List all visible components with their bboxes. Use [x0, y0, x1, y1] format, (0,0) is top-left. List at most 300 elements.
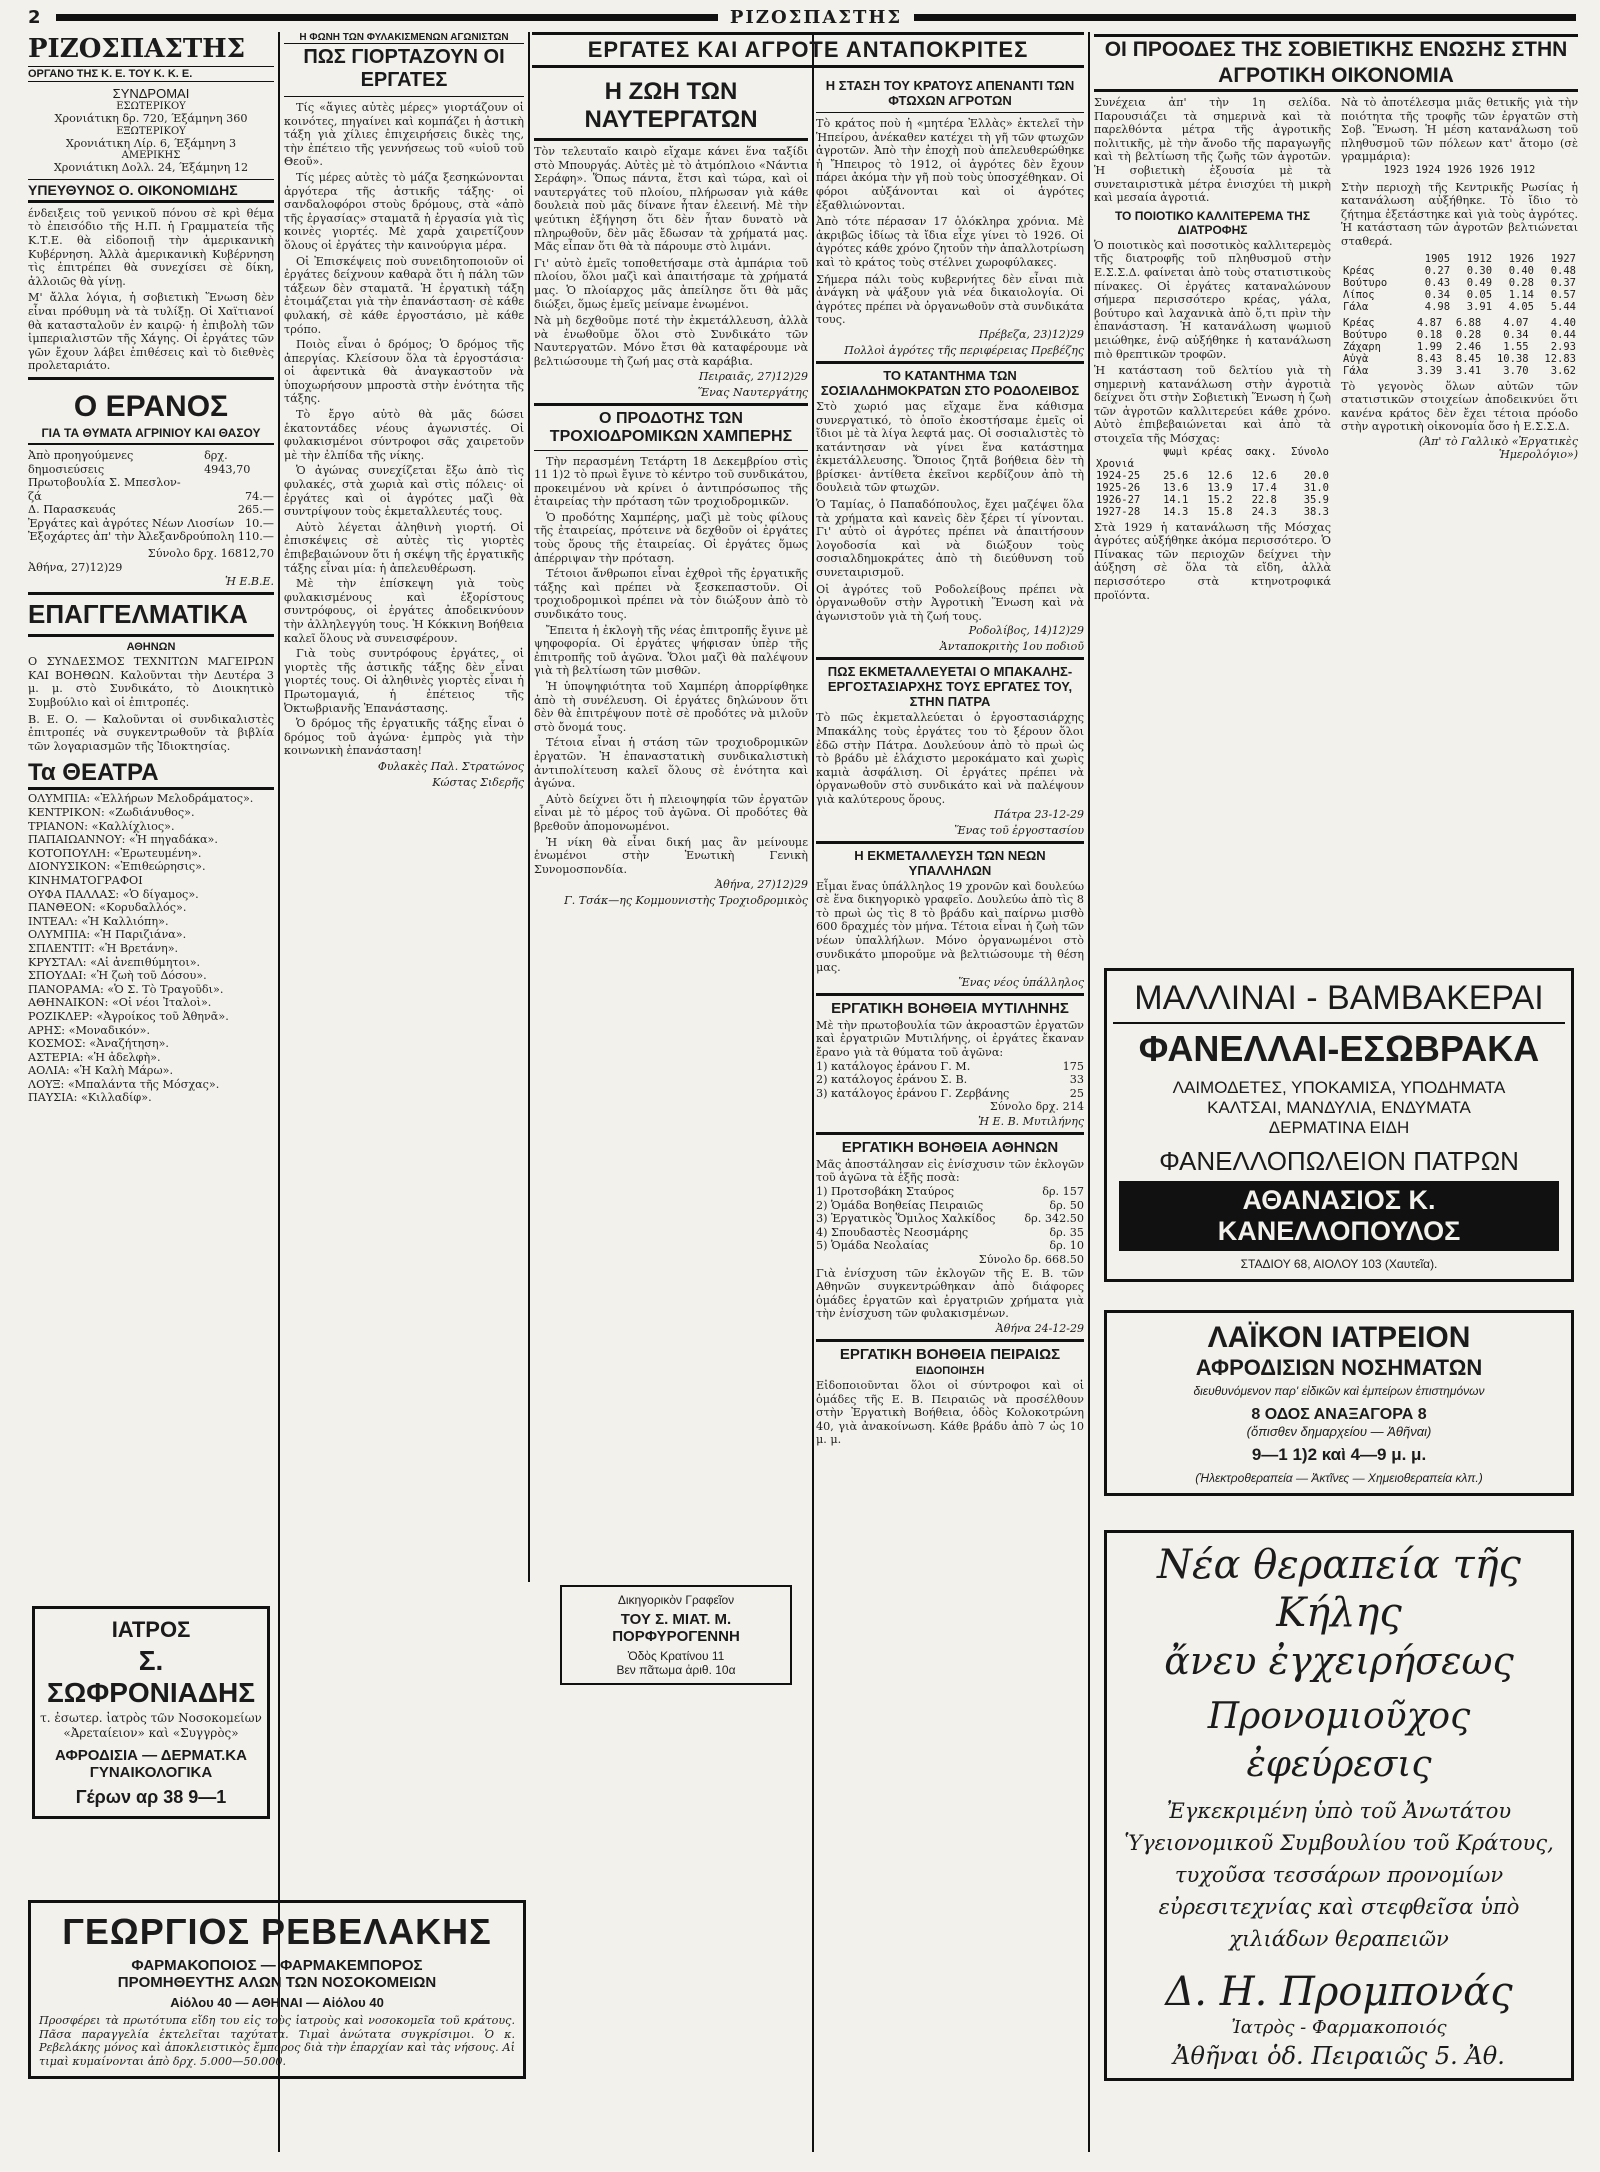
rodoleivos-text-3: Οἱ ἀγρότες τοῦ Ροδολείβους πρέπει νὰ ὀργανωθοῦν στὴν Ἀγροτικὴ Ἕνωση καὶ νὰ ἀγωνιστοῦν γιὰ τὴ ζωή τους. [816, 582, 1084, 623]
column-1 [28, 32, 274, 1582]
piraeus-aid-title: ΕΡΓΑΤΙΚΗ ΒΟΗΘΕΙΑ ΠΕΙΡΑΙΩΣ [839, 1346, 1061, 1363]
theatre-listing: ΚΙΝΗΜΑΤΟΓΡΑΦΟΙ [28, 873, 143, 887]
soviet-table-2-cell: 0.43 [1424, 276, 1451, 289]
soviet-table-2-cell: 0.27 [1424, 264, 1451, 277]
soviet-table-2-cell: Κρέας [1343, 264, 1375, 277]
soviet-table-1-cell [1154, 458, 1190, 470]
theatre-listing: ΤΡΙΑΝΟΝ: «Καλλίχλιος». [28, 819, 175, 833]
column-2 [284, 32, 524, 1592]
soviet-table-3-cell: Κρέας [1343, 316, 1375, 329]
doctor-ad-specialty: ΑΦΡΟΔΙΣΙΑ — ΔΕΡΜΑΤ.ΚΑ ΓΥΝΑΙΚΟΛΟΓΙΚΑ [55, 1747, 247, 1781]
soviet-table-3-cell: 3.70 [1503, 364, 1529, 377]
rodoleivos-sign-2: Ἀνταποκριτὴς 1ου ποδιοῦ [939, 640, 1084, 654]
wool-ad-line-1: ΜΑΛΛΙΝΑΙ - ΒΑΜΒΑΚΕΡΑΙ [1113, 979, 1565, 1024]
soviet-text-c: Ὁ ποιοτικὸς καὶ ποσοτικὸς καλλιτερεμὸς τῆς διατροφῆς τοῦ πληθυσμοῦ στὴν Ε.Σ.Σ.Δ. φαίνεται ἀπὸ τοὺς στατιστικοὺς πίνακες. Οἱ ἐργάτες καταναλώνουν σήμερα περισσότερο κρέας, γάλα, βούτυρο καὶ λαχανικὰ ἀπὸ ὅ,τι πρὶν τὴν ἐπανάσταση. Ἡ κατανάλωση ψωμιοῦ μειώθηκε, ἐνῷ αὐξήθηκε ἡ κατανάλωση πιὸ θρεπτικῶν τροφῶν. [1094, 238, 1331, 361]
athens-aid-row-label: 5) Ὁμάδα Νεολαίας [816, 1239, 929, 1253]
young-title: Η ΕΚΜΕΤΑΛΛΕΥΣΗ ΤΩΝ ΝΕΩΝ ΥΠΑΛΛΗΛΩΝ [854, 847, 1046, 878]
soviet-table-3-cell: 4.07 [1503, 316, 1529, 329]
soviet-text-e: Ἡ κατάσταση τοῦ δελτίου γιὰ τὴ σημερινὴ κατανάλωση στὴν ἀγροτιὰ δείχνει ὅτι στὴν Σοβιετικὴ Ἕνωση ἡ ζωὴ τῶν ἀγροτῶν καλλιτερεύει κάθε χρόνο. Αὐτὸ ἐπιβεβαιώνεται καὶ ἀπὸ τὰ στοιχεῖα τῆς Μόσχας: [1094, 364, 1331, 446]
piraeus-aid-text: Εἰδοποιοῦνται ὅλοι οἱ σύντροφοι καὶ οἱ ὁμάδες τῆς Ε. Β. Πειραιῶς νὰ προσέλθουν στὴν Ἐργατικὴ Βοήθεια, ὁδὸς Κολοκοτρώνη 40, γιὰ ἀνακοίνωση. Κάθε βράδυ ἀπὸ 7 ὡς 10 μ. μ. [816, 1379, 1084, 1447]
soviet-table-2-cell: Λίπος [1343, 288, 1375, 301]
theatre-listing: ΑΡΗΣ: «Μοναδικόν». [28, 1023, 151, 1037]
clinic-ad-subtitle: ΑΦΡΟΔΙΣΙΩΝ ΝΟΣΗΜΑΤΩΝ [1195, 1355, 1483, 1380]
soviet-table-2-cell: 4.98 [1424, 300, 1451, 313]
theatre-listing: ΠΑΝΟΡΑΜΑ: «Ὁ Σ. Τὸ Τραγοῦδι». [28, 982, 224, 996]
lawyer-ad-hours: Βεν πᾶτωμα ἀριθ. 10α [616, 1663, 736, 1677]
prisoners-paragraph: Οἱ Ἐπισκέψεις ποὺ συνειδητοποιοῦν οἱ ἐργάτες δείχνουν καθαρὰ ὅτι ἡ πάλη τῶν τάξεων δὲν σταματᾶ. Ἡ ἐργατικὴ τάξη ἐτοιμάζεται γιὰ τὴν ἐπανάσταση· σὲ κάθε φυλακή, σὲ κάθε ἐργοστάσιο, μὲ κάθε τρόπο. [284, 254, 524, 336]
soviet-title: ΟΙ ΠΡΟΟΔΕΣ ΤΗΣ ΣΟΒΙΕΤΙΚΗΣ ΕΝΩΣΗΣ ΣΤΗΝ ΑΓΡΟΤΙΚΗ ΟΙΚΟΝΟΜΙΑ [1094, 34, 1578, 92]
soviet-table-1-cell: 1924-25 [1096, 469, 1141, 482]
soviet-table-2-cell: 0.30 [1466, 264, 1493, 277]
athens-aid-row-label: 2) Ὁμάδα Βοηθείας Πειραιῶς [816, 1198, 984, 1212]
athens-aid-row [816, 1199, 1084, 1213]
soviet-table-2-cell: 5.44 [1550, 300, 1576, 313]
mytilene-title: ΕΡΓΑΤΙΚΗ ΒΟΗΘΕΙΑ ΜΥΤΙΛΗΝΗΣ [831, 999, 1069, 1017]
divider [28, 592, 274, 595]
soviet-table-1-cell: 25.6 [1163, 469, 1189, 482]
theatre-listing: ΚΟΤΟΠΟΥΛΗ: «Ἐρωτευμένη». [28, 846, 202, 860]
soviet-text-f: Στὰ 1929 ἡ κατανάλωση τῆς Μόσχας ἀγρότες αὐξήθηκε ἀκόμα περισσότερο. Ὁ Πίνακας τῶν περιοχῶν δείχνει τὴν ἀύξηση σὲ ὅλα τὰ εἴδη, ἀλλὰ περισσότερο στὰ κτηνοτροφικά προϊόντα. [1094, 520, 1331, 602]
athens-aid-total: Σύνολο δρ. 668.50 [978, 1253, 1084, 1267]
soviet-text-d: Στὴν περιοχὴ τῆς Κεντρικῆς Ρωσίας ἡ κατανάλωση αὐξήθηκε. Τὸ ἴδιο τὸ ζήτημα ἐξετάστηκε καὶ γιὰ τοὺς ἀγρότες. Ἡ κατάσταση τῶν ἀγροτῶν βελτιώνεται σταθερά. [1341, 180, 1578, 248]
divider [816, 993, 1084, 996]
theatre-listing: ΛΟΥΞ: «Μπαλάντα τῆς Μόσχας». [28, 1077, 220, 1091]
theatre-listing: ΣΠΛΕΝΤΙΤ: «Ἡ Βρετάνη». [28, 941, 179, 955]
soviet-table-1-row [1094, 458, 1331, 470]
soviet-table-1-cell: 14.3 [1163, 505, 1189, 518]
clinic-ad-services: (Ἠλεκτροθεραπεία — Ἀκτῖνες — Χημειοθεραπεία κλπ.) [1195, 1471, 1483, 1485]
soviet-table-1-cell [1190, 458, 1234, 470]
patras-sign-2: Ἕνας τοῦ ἐργοστασίου [954, 823, 1084, 837]
eranos-row [28, 449, 274, 476]
soviet-table-2-row [1341, 289, 1578, 301]
masthead-rule-right [914, 14, 1576, 21]
soviet-subhead: ΤΟ ΠΟΙΟΤΙΚΟ ΚΑΛΛΙΤΕΡΕΜΑ ΤΗΣ ΔΙΑΤΡΟΦΗΣ [1114, 208, 1311, 237]
theatre-listing: ΟΥΦΑ ΠΑΛΛΑΣ: «Ὁ δίγαμος». [28, 887, 199, 901]
soviet-table-3-cell: 1.99 [1416, 340, 1443, 353]
professional-text-2: Β. Ε. Ο. — Καλοῦνται οἱ συνδικαλιστὲς ἐπιτροπές νὰ συγκεντρωθοῦν τὰ βιβλία τῶν λογαριασμῶν τῆς Ἰδιοκτησίας. [28, 712, 274, 753]
soviet-table-3-cell: 4.40 [1550, 316, 1576, 329]
mytilene-row-label: 2) κατάλογος ἐράνου Σ. Β. [816, 1073, 968, 1087]
masthead-rule-left [56, 14, 718, 21]
theatre-listing: ΚΟΣΜΟΣ: «Ἀναζήτηση». [28, 1037, 169, 1051]
hernia-ad [1104, 1530, 1574, 2130]
eranos-row [28, 503, 274, 517]
soviet-table-1-cell: 1927-28 [1096, 505, 1141, 518]
soviet-table-3-cell: 2.93 [1550, 340, 1576, 353]
young-sign: Ἕνας νέος ὑπάλληλος [958, 975, 1084, 989]
theatre-listing: ΟΛΥΜΠΙΑ: «Ἐλλήρων Μελοδράματος». [28, 792, 254, 806]
soviet-table-1-cell: 13.9 [1207, 481, 1233, 494]
eranos-row-value: 265.— [237, 503, 274, 517]
seamen-text-a: Τὸν τελευταῖο καιρὸ εἴχαμε κάνει ἕνα ταξίδι στὸ Μπουργάς. Αὐτὲς μὲ τὸ ἀτμόπλοιο «Νάντια Σεράφη». Ὅπως πάντα, ἔτσι καὶ τώρα, καὶ οἱ ναυτεργάτες τοῦ πλοίου, πλήρωσαν γιὰ κάθε δουλειὰ ποὺ μᾶς δίνανε ἦταν ἐλεεινή. Μὲ τὴν ψεύτικη ἐξήγηση ὅτι δὲν ἦταν δυνατὸ νὰ πληρωθοῦν, δὲν μᾶς ἔδωσαν τὰ χρήματά μας. Μᾶς εἶπαν ὅτι θὰ τὰ πάρουμε στὸ λιμάνι. [534, 145, 808, 254]
divider [816, 657, 1084, 660]
prisoners-sign-1: Φυλακὲς Παλ. Στρατώνος [377, 759, 524, 773]
theatre-listing: ΚΡΥΣΤΑΛ: «Αἱ ἀνεπιθύμητοι». [28, 955, 201, 969]
professional-city: ΑΘΗΝΩΝ [126, 641, 176, 654]
soviet-table-1-header: Σύνολο [1291, 445, 1329, 458]
soviet-table-1-cell: 22.8 [1251, 493, 1277, 506]
soviet-table-2-row [1341, 277, 1578, 289]
page-masthead [28, 6, 1576, 28]
soviet-table-2 [1341, 253, 1578, 313]
soviet-table-1-header: σακχ. [1245, 445, 1277, 458]
wool-ad-line-7: ΑΘΑΝΑΣΙΟΣ Κ. ΚΑΝΕΛΛΟΠΟΥΛΟΣ [1119, 1181, 1559, 1251]
mytilene-list [816, 1060, 1084, 1101]
subs-america-line: Χρονιάτικη Δολλ. 24, Έξάμηνη 12 [53, 161, 249, 175]
eranos-row-label: Ἀπὸ προηγούμενες δημοσιεύσεις [28, 448, 134, 476]
soviet-table-3-cell: 10.38 [1496, 352, 1529, 365]
prisoners-sign-2: Κώστας Σιδερῆς [432, 775, 524, 789]
soviet-table-1-header: ψωμὶ [1163, 445, 1189, 458]
soviet-table-1-row [1094, 506, 1331, 518]
soviet-table-2-header: 1905 [1424, 252, 1451, 265]
soviet-table-3-cell: 0.34 [1503, 328, 1529, 341]
doctor-ad-hours: Γέρων αρ 38 9—1 [75, 1787, 227, 1807]
rebelakis-name: ΓΕΩΡΓΙΟΣ ΡΕΒΕΛΑΚΗΣ [62, 1911, 492, 1952]
athens-aid-row-value: δρ. 10 [1049, 1239, 1084, 1253]
eranos-row-value: 10.— [245, 516, 274, 530]
rodoleivos-text: Στὸ χωριό μας εἴχαμε ἕνα κάθισμα συνεργατικό, τὸ ὁποῖο ἐκοστήσαμε ἐμεῖς οἱ ἴδιοι μὲ τὰ λίγα λεφτά μας. Οἱ σοσιαλιστὲς τὸ κατάντησαν νὰ γίνει ἕνα κατάστημα ἐκμετάλλευσης. Ὅποιος ζητᾶ βοήθεια δὲν τὴ βρίσκει· ἀντίθετα ἐκεῖνοι κερδίζουν ἀπὸ τὴ δουλειὰ τῶν φτωχῶν. [816, 399, 1084, 495]
athens-aid-list [816, 1185, 1084, 1253]
prisoners-paragraph: Γιὰ τοὺς συντρόφους ἐργάτες, οἱ γιορτὲς τῆς ἀστικῆς τάξης δὲν εἶναι γιορτές τους. Οἱ ἀληθινὲς γιορτὲς εἶναι ἡ Πρωτομαγιά, ἡ ἐπέτειος τῆς Ὀκτωβριανῆς Ἐπανάστασης. [284, 647, 524, 715]
prisoners-paragraph: Τίς μέρες αὐτὲς τὸ μάζα ξεσηκώνονται ἀργότερα τῆς ἀστικῆς τάξης· οἱ σανδαλοφόροι στοὺς δρόμους, στὰ «ἀπὸ τῆς ἐργασίας» σταματᾶ ἡ ἐργασία γιὰ τὶς κοινὲς γιορτές. Μὲ χαρὰ χαιρετίζουν ὅλους οἱ ἐργάτες τὴν καινούργια μέρα. [284, 170, 524, 252]
rebelakis-text: Προσφέρει τὰ πρωτότυπα εἴδη του εἰς τοὺς ἰατροὺς καὶ νοσοκομεῖα τοῦ κράτους. Πᾶσα παραγγελία ἐκτελεῖται ταχύτατα. Τιμαὶ ἀνώτατα συγκρίσιμοι. Ὁ κ. Ρεβελάκης μόνος καὶ ἀποκλειστικὸς ἔμπορος διὰ τὴν ἐπαρχίαν καὶ τὰς νήσους. Αἱ τιμαὶ κυμαίνονται ἀπὸ δρχ. 5.000—50.000. [39, 2014, 515, 2068]
soviet-table-2-cell: 1.14 [1508, 288, 1534, 301]
prisoners-paragraph: Ὁ δρόμος τῆς ἐργατικῆς τάξης εἶναι ὁ δρόμος τοῦ ἀγώνα· ἐμπρὸς γιὰ τὴν κοινωνικὴ ἐπανάσταση! [284, 717, 524, 758]
rebelakis-ad [28, 1900, 526, 2162]
soviet-table-1-cell: 13.6 [1163, 481, 1189, 494]
soviet-table-2-cell: 0.49 [1466, 276, 1493, 289]
lawyer-ad-name: ΤΟΥ Σ. ΜΙΑΤ. Μ. ΠΟΡΦΥΡΟΓΕΝΝΗ [612, 1611, 740, 1645]
soviet-table-2-row [1341, 301, 1578, 313]
theatre-listing: ΔΙΟΝΥΣΙΚΟΝ: «Ἐπιθεώρησις». [28, 860, 206, 874]
mytilene-row [816, 1060, 1084, 1074]
hernia-ad-line-3: Προνομιοῦχος ἐφεύρεσις [1207, 1696, 1471, 1785]
seamen-text-c: Νὰ μὴ δεχθοῦμε ποτέ τὴν ἐκμετάλλευση, ἀλλὰ νὰ ἑνωθοῦμε ὅλοι στὸ Συνδικάτο τῶν Ναυτεργατῶν. Μόνο ἔτσι θὰ καταφέρουμε νὰ βελτιώσουμε τὴ ζωή μας στὰ καράβια. [534, 314, 808, 368]
wool-ad [1104, 968, 1574, 1298]
rebelakis-line-1: ΦΑΡΜΑΚΟΠΟΙΟΣ — ΦΑΡΜΑΚΕΜΠΟΡΟΣ [131, 1957, 423, 1974]
athens-aid-row [816, 1239, 1084, 1253]
soviet-table-1-cell: 20.0 [1303, 469, 1329, 482]
mytilene-row-label: 1) κατάλογος ἐράνου Γ. Μ. [816, 1059, 971, 1073]
soviet-table-3-row [1341, 341, 1578, 353]
theatre-listing: ΟΛΥΜΠΙΑ: «Ἡ Παριζιάνα». [28, 928, 187, 942]
soviet-table-3-row [1341, 317, 1578, 329]
eranos-row-value: δρχ. 4943,70 [204, 448, 251, 476]
subs-america: ΑΜΕΡΙΚΗΣ [121, 150, 181, 162]
subs-domestic-line: Χρονιάτικη δρ. 720, Έξάμηνη 360 [54, 112, 248, 125]
soviet-table-3-cell: Αὐγὰ [1343, 352, 1369, 365]
rodoleivos-title: ΤΟ ΚΑΤΑΝΤΗΜΑ ΤΩΝ ΣΟΣΙΑΛΔΗΜΟΚΡΑΤΩΝ ΣΤΟ ΡΟΔΟΛΕΙΒΟΣ [820, 367, 1080, 398]
young-text: Εἶμαι ἕνας ὑπάλληλος 19 χρονῶν καὶ δουλεύω σὲ ἕνα δικηγορικὸ γραφεῖο. Δουλεύω ἀπὸ τὶς 8 τὸ πρωὶ ὡς τὶς 8 τὸ βράδυ καὶ παίρνω μισθὸ 600 δραχμές τὸν μήνα. Τέτοια εἶναι ἡ ζωὴ τῶν νέων ὑπαλλήλων. Μόνο ὀργανωμένοι στὸ συνδικάτο μποροῦμε νὰ βελτιώσουμε τὴ θέση μας. [816, 879, 1084, 975]
doctor-ad-title: ΙΑΤΡΟΣ [111, 1617, 191, 1642]
soviet-table-3-row [1341, 329, 1578, 341]
soviet-table-1-row [1094, 494, 1331, 506]
soviet-table-2-row [1341, 265, 1578, 277]
soviet-table-1-row [1094, 482, 1331, 494]
wool-ad-line-3: ΛΑΙΜΟΔΕΤΕΣ, ΥΠΟΚΑΜΙΣΑ, ΥΠΟΔΗΜΑΤΑ [1172, 1078, 1506, 1097]
soviet-table-3-cell: 6.88 [1455, 316, 1482, 329]
wool-ad-line-4: ΚΑΛΤΣΑΙ, ΜΑΝΔΥΛΙΑ, ΕΝΔΥΜΑΤΑ [1207, 1098, 1471, 1117]
soviet-table-1-cell: 15.8 [1207, 505, 1233, 518]
soviet-table-2-header [1341, 253, 1410, 265]
wool-ad-line-6: ΦΑΝΕΛΛΟΠΩΛΕΙΟΝ ΠΑΤΡΩΝ [1159, 1146, 1519, 1176]
eranos-subtitle: ΓΙΑ ΤΑ ΘΥΜΑΤΑ ΑΓΡΙΝΙΟΥ ΚΑΙ ΘΑΣΟΥ [28, 426, 274, 445]
athens-aid-row-label: 3) Ἐργατικὸς Ὅμιλος Χαλκίδος [816, 1212, 996, 1226]
mytilene-row-value: 175 [1062, 1059, 1084, 1073]
subs-foreign: ΕΞΩΤΕΡΙΚΟΥ [116, 125, 186, 137]
soviet-table-1-cell: 31.0 [1303, 481, 1329, 494]
soviet-table-1-cell: 1925-26 [1096, 481, 1141, 494]
seamen-title: Η ΖΩΗ ΤΩΝ ΝΑΥΤΕΡΓΑΤΩΝ [584, 78, 758, 133]
soviet-table-3-cell: Γάλα [1343, 364, 1369, 377]
doctor-ad [30, 1600, 272, 1890]
soviet-table-3-cell: 8.43 [1416, 352, 1443, 365]
soviet-table-1-header [1094, 446, 1154, 458]
hernia-ad-line-7: Ἀθῆναι ὁδ. Πειραιῶς 5. Ἀθ. [1173, 2042, 1505, 2070]
column-5 [1094, 32, 1578, 967]
divider [816, 1132, 1084, 1135]
prisoners-header: Η ΦΩΝΗ ΤΩΝ ΦΥΛΑΚΙΣΜΕΝΩΝ ΑΓΩΝΙΣΤΩΝ [284, 32, 524, 44]
tram-paragraph: Ἔπειτα ἡ ἐκλογὴ τῆς νέας ἐπιτροπῆς ἔγινε μὲ ψηφοφορία. Οἱ ἐργάτες ψήφισαν ὑπὲρ τῆς ἐπιτροπῆς τοῦ ἀγῶνα. Ὅλοι μαζὶ θὰ παλέψουν γιὰ τὴ βελτίωση τῶν μισθῶν. [534, 623, 808, 678]
patras-text: Τὸ πῶς ἐκμεταλλεύεται ὁ ἐργοστασιάρχης Μπακάλης τοὺς ἐργάτες του τὸ ξέρουν ὅλοι ἐδῶ στὴν Πάτρα. Δουλεύουν ἀπὸ τὸ πρωὶ ὡς τὸ βράδυ μὲ ἐλάχιστο μεροκάματο καὶ χωρὶς καμιὰ ἀσφάλιση. Οἱ ἐργάτες πρέπει νὰ ὀργανωθοῦν στὸ συνδικάτο καὶ νὰ παλέψουν γιὰ καλύτερους ὅρους. [816, 711, 1084, 806]
eranos-title: Ο ΕΡΑΝΟΣ [73, 389, 229, 423]
soviet-table-2-cell: Γάλα [1343, 300, 1369, 313]
mytilene-row-value: 25 [1069, 1086, 1084, 1100]
page-number: 2 [28, 6, 41, 28]
patras-sign: Πάτρα 23-12-29 [994, 807, 1084, 821]
intro-text: ένδειξεις τοῦ γενικοῦ πόνου σὲ κρὶ θέμα τὸ ἐπεισόδιο τῆς Η.Π. ἡ Γραμματεία τῆς Κ.Τ.Ε. θὰ εἰδοποιῇ τὴν ἀμερικανικὴ Κυβέρνηση. Ἀλλὰ ἀμερικανικὴ Κυβέρνηση τὶς ἐπιτρέπει θὰ συνεχίσει σὲ δίκη, ἀλλοιῶς θὰ γίνῃ. [28, 206, 274, 288]
soviet-table-2-header: 1926 [1508, 252, 1534, 265]
wool-ad-line-5: ΔΕΡΜΑΤΙΝΑ ΕΙΔΗ [1268, 1118, 1410, 1137]
eranos-row [28, 476, 274, 490]
soviet-years-row: 1923 1924 1926 1926 1912 [1383, 163, 1536, 176]
mytilene-text: Μὲ τὴν πρωτοβουλία τῶν ἀκροαστῶν ἐργατῶν καὶ ἐργατριῶν Μυτιλήνης, οἱ ἐργάτες ἔκαναν ἔρανο γιὰ τὰ θύματα τοῦ ἀγῶνα: [816, 1018, 1084, 1059]
soviet-table-2-cell: 0.37 [1550, 276, 1576, 289]
soviet-table-1-row [1094, 470, 1331, 482]
editor-line: ΥΠΕΥΘΥΝΟΣ Ο. ΟΙΚΟΝΟΜΙΔΗΣ [28, 179, 274, 203]
tram-paragraph: Τέτοιοι ἄνθρωποι εἶναι ἐχθροὶ τῆς ἐργατικῆς τάξης καὶ πρέπει νὰ ξεσκεπαστοῦν. Οἱ τροχιοδρομικοὶ πρέπει νὰ τὸν διώξουν ἀπὸ τὸ συνδικάτο τους. [534, 567, 808, 622]
seamen-sign-place: Πειραιᾶς, 27)12)29 [698, 369, 808, 383]
clinic-ad-address: 8 ΟΔΟΣ ΑΝΑΞΑΓΟΡΑ 8 [1251, 1406, 1427, 1423]
state-sign-2: Πολλοὶ ἀγρότες τῆς περιφέρειας Πρεβέζης [844, 343, 1084, 357]
eranos-row-label: Ἐργάτες καὶ ἀγρότες Νέων Λιοσίων [28, 516, 235, 530]
athens-aid-row [816, 1212, 1084, 1226]
theatre-listing: ΠΑΝΘΕΟΝ: «Κορυδαλλός». [28, 901, 187, 915]
hernia-ad-line-4: Ἐγκεκριμένη ὑπὸ τοῦ Ἀνωτάτου Ὑγειονομικοῦ Συμβουλίου τοῦ Κράτους, τυχοῦσα τεσσάρων προνομίων εὐρεσιτεχνίας καὶ στεφθεῖσα ὑπὸ χιλιάδων θεραπειῶν [1124, 1799, 1554, 1951]
divider [534, 138, 808, 141]
divider [816, 112, 1084, 113]
clinic-ad-title: ΛΑΪΚΟΝ ΙΑΤΡΕΙΟΝ [1207, 1321, 1471, 1354]
mytilene-sign: Ἡ Ε. Β. Μυτιλήνης [978, 1114, 1084, 1128]
subs-heading: ΣΥΝΔΡΟΜΑΙ [112, 86, 190, 101]
athens-aid-text-2: Γιὰ ἐνίσχυση τῶν ἐκλογῶν τῆς Ε. Β. τῶν Αθηνῶν συγκεντρώθηκαν ἀπὸ διάφορες ὁμάδες ἐργατῶν καὶ ἐργατριῶν χρήματα γιὰ τὴν ἐνίσχυση τῶν φυλακισμένων. [816, 1266, 1084, 1321]
subs-domestic: ΕΣΩΤΕΡΙΚΟΥ [116, 101, 186, 112]
divider [534, 450, 808, 451]
mytilene-row [816, 1087, 1084, 1101]
divider [28, 377, 274, 380]
soviet-table-1-cell: 38.3 [1303, 505, 1329, 518]
soviet-table-3-cell: 1.55 [1503, 340, 1529, 353]
prisoners-paragraph: Ποιὸς εἶναι ὁ δρόμος; Ὁ δρόμος τῆς ἀπεργίας. Κλείσουν ὅλα τὰ ἐργοστάσια· οἱ ἀφεντικὰ θὰ ἀναγκαστοῦν νὰ ὑποχωρήσουν μπροστὰ στὴν ἑνότητα τῆς τάξης. [284, 338, 524, 406]
prisoners-article-text [284, 101, 524, 758]
soviet-table-3-cell: 0.18 [1416, 328, 1443, 341]
athens-aid-row-label: 4) Σπουδαστὲς Νεοσμάρης [816, 1225, 969, 1239]
soviet-table-2-cell: Βούτυρο [1343, 276, 1388, 289]
professional-title: ΕΠΑΓΓΕΛΜΑΤΙΚΑ [28, 599, 248, 630]
eranos-row-label: Πρωτοβουλία Σ. Μπεσλον- [28, 476, 181, 490]
soviet-table-3-cell: 2.46 [1455, 340, 1482, 353]
state-sign: Πρέβεζα, 23)12)29 [978, 327, 1084, 341]
correspondents-header: ΕΡΓΑΤΕΣ ΚΑΙ ΑΓΡΟΤΕ ΑΝΤΑΠΟΚΡΙΤΕΣ [532, 32, 1084, 68]
mytilene-row-label: 3) κατάλογος ἐράνου Γ. Ζερβάνης [816, 1086, 1010, 1100]
soviet-table-3-cell: 0.28 [1455, 328, 1482, 341]
hernia-ad-line-2: ἄνευ ἐγχειρήσεως [1164, 1639, 1514, 1683]
rodoleivos-sign: Ροδολίβος, 14)12)29 [968, 624, 1084, 638]
eranos-sign: Ἡ Ε.Β.Ε. [224, 575, 274, 589]
clinic-ad [1104, 1310, 1574, 1518]
tram-paragraph: Ὁ προδότης Χαμπέρης, μαζὶ μὲ τοὺς φίλους τῆς ἐταιρείας, πρότεινε νὰ δεχθοῦν οἱ ἐργάτες τοὺς ὅρους τῆς ἐταιρείας. Οἱ ἐργάτες ὅμως ἀπέρριψαν τὴν πρόταση. [534, 510, 808, 565]
doctor-ad-text: τ. ἐσωτερ. ἰατρὸς τῶν Νοσοκομείων «Ἀρεταίειον» καὶ «Συγγρὸς» [40, 1711, 262, 1740]
divider [816, 841, 1084, 844]
professional-text: Ο ΣΥΝΔΕΣΜΟΣ ΤΕΧΝΙΤΩΝ ΜΑΓΕΙΡΩΝ ΚΑΙ ΒΟΗΘΩΝ. Καλοῦνται τὴν Δευτέρα 3 μ. μ. στὸ Συνδικάτο, τὸ Διοικητικὸ Συμβούλιο καὶ οἱ ἐπιτροπές. [28, 655, 274, 710]
tram-paragraph: Τέτοια εἶναι ἡ στάση τῶν τροχιοδρομικῶν ἐργατῶν. Ἡ ἐπαναστατικὴ συνδικαλιστικὴ ἀντιπολίτευση καλεῖ ὅλους σὲ ἑνότητα καὶ ἀγώνα. [534, 736, 808, 791]
theatres-title: Τα ΘΕΑΤΡΑ [28, 759, 274, 790]
soviet-table-3-row [1341, 365, 1578, 377]
column-4 [816, 76, 1084, 2156]
soviet-table-1 [1094, 446, 1331, 518]
theatre-listing: ΑΟΛΙΑ: «Ἡ Καλὴ Μάρω». [28, 1064, 174, 1078]
soviet-table-2-cell: 0.34 [1424, 288, 1451, 301]
tram-article-text [534, 455, 808, 877]
prisoners-paragraph: Αὐτὸ λέγεται ἀληθινὴ γιορτή. Οἱ ἐπισκέψεις σὲ αὐτὲς τὶς γιορτὲς ἐπιβεβαιώνουν ὅτι ἡ σκέψη τῆς ἐργατικῆς τάξης εἶναι μία: ἡ ἀπελευθέρωση. [284, 520, 524, 575]
hernia-ad-line-5: Δ. Η. Προμπονάς [1165, 1969, 1513, 2015]
soviet-table-2-header: 1927 [1550, 252, 1576, 265]
soviet-table-3-cell: 3.41 [1455, 364, 1482, 377]
eranos-row-label: ζά [28, 489, 42, 503]
column-rule [1088, 32, 1090, 2152]
soviet-table-2-cell: 0.05 [1466, 288, 1493, 301]
soviet-source: (Ἀπ' τὸ Γαλλικὸ «Ἐργατικὲς Ἡμερολόγιο») [1418, 434, 1578, 461]
column-rule [528, 32, 530, 1582]
soviet-table-3 [1341, 317, 1578, 377]
eranos-total: Σύνολο δρχ. 16812,70 [147, 547, 274, 561]
prisoners-paragraph: Τίς «ἅγιες αὐτὲς μέρες» γιορτάζουν οἱ κοινότες, πηγαίνει καὶ κομπάζει ἡ ἀστικὴ τάξη γιὰ χίλιες ἐπιχειρήσεις δικὲς της, τὴν ἐπέτειο τῆς γεννήσεως τοῦ «υἱοῦ τοῦ Θεοῦ». [284, 101, 524, 169]
soviet-table-1-cell: 15.2 [1207, 493, 1233, 506]
soviet-table-3-cell: 12.83 [1544, 352, 1576, 365]
theatre-listing: ΣΠΟΥΔΑΙ: «Ἡ ζωὴ τοῦ Δόσου». [28, 969, 207, 983]
soviet-table-1-cell: Χρονιά [1096, 457, 1134, 470]
tram-sign: Ἀθήνα, 27)12)29 [715, 878, 808, 892]
soviet-table-2-header: 1912 [1466, 252, 1493, 265]
eranos-row-label: Δ. Παρασκευάς [28, 503, 116, 517]
soviet-table-3-cell: 3.39 [1416, 364, 1443, 377]
tram-paragraph: Ἡ ὑποψηφιότητα τοῦ Χαμπέρη ἀπορρίφθηκε ἀπὸ τὴ συνέλευση. Οἱ ἐργάτες δηλώνουν ὅτι δὲν θὰ ἐπιτρέψουν ποτὲ σὲ προδότες νὰ μιλοῦν στὸ ὄνομά τους. [534, 680, 808, 734]
column-rule [278, 32, 280, 2152]
prisoners-paragraph: Ὁ ἀγώνας συνεχίζεται ἔξω ἀπὸ τὶς φυλακές, στὰ χωριὰ καὶ στὶς πόλεις· οἱ ἐργάτες καὶ οἱ ἀγρότες μαζὶ θὰ συντρίψουν τοὺς ἐκμεταλλευτές τους. [284, 464, 524, 519]
seamen-text-b: Γι' αὐτὸ ἐμεῖς τοποθετήσαμε στὰ ἀμπάρια τοῦ πλοίου, ὅλοι μαζὶ καὶ ἀπαιτήσαμε τὰ χρήματά μας. Ὁ πλοίαρχος μᾶς ἀπείλησε ὅτι θὰ μᾶς διώξει, ὅμως ἐμεῖς μείναμε ἑνωμένοι. [534, 256, 808, 311]
theatre-listing: ΠΑΥΣΙΑ: «Κιλλαδίφ». [28, 1091, 152, 1105]
hernia-ad-line-1: Νέα θεραπεία τῆς Κήλης [1157, 1542, 1521, 1636]
divider [816, 361, 1084, 364]
soviet-table-3-cell: 8.45 [1455, 352, 1482, 365]
soviet-table-1-cell: 1926-27 [1096, 493, 1141, 506]
athens-aid-row-value: δρ. 342.50 [1024, 1212, 1084, 1226]
eranos-row-value: 74.— [245, 489, 274, 503]
soviet-table-3-cell: 4.87 [1416, 316, 1443, 329]
soviet-table-1-cell: 17.4 [1251, 481, 1277, 494]
athens-aid-row-value: δρ. 35 [1049, 1225, 1084, 1239]
mytilene-row [816, 1073, 1084, 1087]
soviet-table-2-cell: 0.48 [1550, 264, 1576, 277]
soviet-table-3-cell: 0.44 [1550, 328, 1576, 341]
eranos-date: Ἀθήνα, 27)12)29 [28, 560, 123, 574]
soviet-table-3-row [1341, 353, 1578, 365]
tram-sign-2: Γ. Τσάκ—ης Κομμουνιστὴς Τροχιοδρομικὸς [564, 894, 808, 908]
soviet-table-1-cell: 24.3 [1251, 505, 1277, 518]
state-title: Η ΣΤΑΣΗ ΤΟΥ ΚΡΑΤΟΥΣ ΑΠΕΝΑΝΤΙ ΤΩΝ ΦΤΩΧΩΝ ΑΓΡΟΤΩΝ [825, 78, 1075, 108]
athens-aid-text: Μᾶς ἀποστάλησαν εἰς ἐνίσχυσιν τῶν ἐκλογῶν τοῦ ἀγῶνα τὰ ἑξῆς ποσὰ: [816, 1157, 1084, 1185]
theatre-listing: ΠΑΠΑΙΩΑΝΝΟΥ: «Ἡ πηγαδάκα». [28, 833, 218, 847]
clinic-ad-line-3: διευθυνόμενον παρ' εἰδικῶν καὶ ἐμπείρων ἐπιστημόνων [1193, 1384, 1485, 1398]
wool-ad-line-8: ΣΤΑΔΙΟΥ 68, ΑΙΟΛΟΥ 103 (Χαυτεῖα). [1240, 1257, 1438, 1271]
patras-title: ΠΩΣ ΕΚΜΕΤΑΛΛΕΥΕΤΑΙ Ο ΜΠΑΚΑΛΗΣ-ΕΡΓΟΣΤΑΣΙΑΡΧΗΣ ΤΟΥΣ ΕΡΓΑΤΕΣ ΤΟΥ, ΣΤΗΝ ΠΑΤΡΑ [827, 664, 1073, 710]
state-text-3: Σήμερα πάλι τοὺς κυβερνήτες δὲν εἶναι πιὰ ἀνάγκη νὰ ψάξουν γιὰ νέα δικαιολογία. Οἱ ἀγρότες πρέπει νὰ ὀργανωθοῦν στὰ συνδικάτα τους. [816, 272, 1084, 327]
athens-aid-row-value: δρ. 157 [1042, 1185, 1084, 1199]
state-text-2: Ἀπὸ τότε πέρασαν 17 ὁλόκληρα χρόνια. Μὲ ἀκριβῶς ἰδίως τὰ ἴδια εἶχε γίνει τὸ 1926. Οἱ ἀγρότες κάθε χρόνο ζητοῦν τὴν ἀπαλλοτρίωση καὶ τὸ κράτος τοὺς στέλνει χωροφύλακες. [816, 215, 1084, 269]
theatres-list [28, 792, 274, 1105]
subs-foreign-line: Χρονιάτικη Λίρ. 6, Έξάμηνη 3 [65, 136, 237, 150]
lawyer-ad-address: Ὁδὸς Κρατίνου 11 [627, 1649, 725, 1663]
soviet-table-3-cell: Βούτυρο [1343, 328, 1388, 341]
athens-aid-row-value: δρ. 50 [1049, 1198, 1084, 1212]
state-text: Τὸ κράτος ποὺ ἡ «μητέρα Ἐλλὰς» ἐκτελεῖ τὴν Ἡπείρου, ἀνέκαθεν κατέχει τὴ γῆ τῶν φτωχῶν ἀγροτῶν. Ἀπὸ τὴν ἐποχὴ ποὺ ἀπελευθερώθηκε ἡ Ἤπειρος τὸ 1912, οἱ ἀγρότες δὲν ἔχουν πάρει ἀκόμα τὴν γῆ ποὺ τοὺς ὑποσχέθηκαν. Οἱ φόροι αὐξάνονται καὶ οἱ ἀγρότες ἐξαθλιώνονται. [816, 117, 1084, 212]
theatre-listing: ΙΝΤΕΑΛ: «Ἡ Καλλιόπη». [28, 914, 169, 928]
tram-title: Ο ΠΡΟΔΟΤΗΣ ΤΩΝ ΤΡΟΧΙΟΔΡΟΜΙΚΩΝ ΧΑΜΠΕΡΗΣ [549, 409, 793, 445]
theatre-listing: ΚΕΝΤΡΙΚΟΝ: «Ζωδιάνυθος». [28, 806, 195, 819]
soviet-table-1-cell: 12.6 [1251, 469, 1277, 482]
paper-title: ΡΙΖΟΣΠΑΣΤΗΣ [28, 34, 246, 64]
eranos-row [28, 490, 274, 504]
doctor-ad-name: Σ. ΣΩΦΡΟΝΙΑΔΗΣ [46, 1645, 256, 1708]
athens-aid-row [816, 1226, 1084, 1240]
soviet-table-2-cell: 0.40 [1508, 264, 1534, 277]
soviet-table-2-cell: 3.91 [1466, 300, 1493, 313]
mytilene-total: Σύνολο δρχ. 214 [989, 1100, 1084, 1114]
soviet-table-1-cell: 35.9 [1303, 493, 1329, 506]
hernia-ad-line-6: Ἰατρὸς - Φαρμακοποιός [1231, 2017, 1447, 2038]
clinic-ad-hours: 9—1 1)2 καὶ 4—9 μ. μ. [1251, 1445, 1427, 1464]
mytilene-row-value: 33 [1069, 1073, 1084, 1087]
lawyer-ad-line-1: Δικηγορικὸν Γραφεῖον [617, 1593, 735, 1607]
prisoners-title: ΠΩΣ ΓΙΟΡΤΑΖΟΥΝ ΟΙ ΕΡΓΑΤΕΣ [303, 46, 505, 91]
eranos-row [28, 517, 274, 531]
seamen-sign-name: Ἕνας Ναυτεργάτης [697, 385, 808, 399]
rebelakis-line-2: ΠΡΟΜΗΘΕΥΤΗΣ ΑΛΩΝ ΤΩΝ ΝΟΣΟΚΟΜΕΙΩΝ [117, 1974, 437, 1991]
soviet-table-2-cell: 4.05 [1508, 300, 1534, 313]
athens-aid-row-label: 1) Προτσοβάκη Σταύρος [816, 1185, 954, 1199]
eranos-row [28, 530, 274, 544]
athens-aid-row [816, 1185, 1084, 1199]
correspondents-header-wrap [532, 32, 1084, 72]
soviet-text-a: Συνέχεια ἀπ' τὴν 1η σελίδα. Παρουσιάζει τὰ σημερινὰ καὶ τὰ παρελθόντα μέτρα τῆς ἀγροτικῆς πολιτικῆς, μὲ τὴν ἄνοδο τῆς παραγωγῆς καὶ τὴ βελτίωση τῆς ζωῆς τῶν ἀγροτῶν. Ἡ σοβιετικὴ ἐξουσία μὲ τὰ συνεταιριστικὰ μέτρα ἐνισχύει τὴ μικρὴ καὶ μεσαία ἀγροτιά. [1094, 96, 1331, 205]
athens-aid-title: ΕΡΓΑΤΙΚΗ ΒΟΗΘΕΙΑ ΑΘΗΝΩΝ [841, 1138, 1059, 1156]
soviet-table-2-cell: 0.57 [1550, 288, 1576, 301]
intro-text-2: Μ' ἄλλα λόγια, ἡ σοβιετικὴ Ἕνωση δὲν εἶναι πρόθυμη νὰ τὰ τυλίξῃ. Οἱ Χαϊτιανοί θὰ κατασταλοῦν ἐν καιρῷ· ἡ ἐπιβολὴ τῶν ἰμπεριαλιστῶν τῆς Χάγης. Οἱ ἐργάτες τῶν γῶν ἔχουν λάβει ἐπιθέσεις καὶ τὸ διεθνὲς προλεταριάτο. [28, 291, 274, 373]
prisoners-paragraph: Τὸ ἔργο αὐτὸ θὰ μᾶς δώσει ἑκατοντάδες νέους ἀγωνιστές. Οἱ φυλακισμένοι σύντροφοι σᾶς χαιρετοῦν μὲ τὴν ἐλπίδα τῆς νίκης. [284, 408, 524, 462]
soviet-text-g: Τὸ γεγονὸς ὅλων αὐτῶν τῶν στατιστικῶν στοιχείων ἀποδεικνύει ὅτι κανένα κράτος δὲν ἔχει τέτοια πρόοδο στὴν αγροτικὴ οἰκονομία ὅσο ἡ Ε.Σ.Σ.Δ. [1341, 379, 1578, 434]
